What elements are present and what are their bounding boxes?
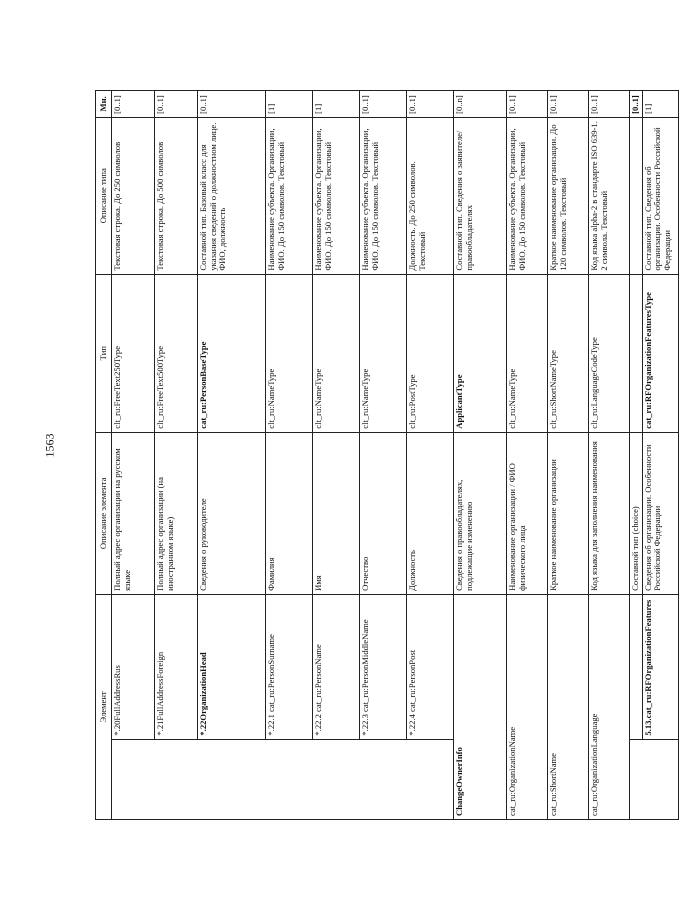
table-row: cat_ru:OrganizationName Наименование организации / ФИО физического лица clt_ru:NameType Наименование субъекта. Организации, ФИО. До 150 символов. Текстовый [0..1] xyxy=(507,91,548,820)
table-row: ChangeOwnerInfo Сведения о правообладателях, подлежащие изменению ApplicantType Составной тип. Сведения о заявителе/правообладателях [0..n] xyxy=(454,91,507,820)
table-header-row xyxy=(96,91,112,820)
header-element: Элемент xyxy=(96,594,112,819)
table-row: *.22.4 cat_ru:PersonPost Должность clt_ru:PostType Должность. До 250 символов. Текстовый [0..1] xyxy=(407,91,454,820)
table-row: *.22.2 cat_ru:PersonName Имя clt_ru:NameType Наименование субъекта. Организации, ФИО. До 150 символов. Текстовый [1] xyxy=(313,91,360,820)
table-row: cat_ru:OrganizationLanguage Код языка для заполнения наименования clt_ru:LanguageCodeType Код языка alpha-2 в стандарте ISO 639-1. 2 символа. Текстовый [0..1] xyxy=(589,91,630,820)
table-row: Составной тип (choice) [0..1] xyxy=(630,91,643,820)
table-row: *.21FullAddressForeign Полный адрес организации (на иностранном языке) clt_ru:FreeText500Type Текстовая строка. До 500 символов [0..1] xyxy=(155,91,198,820)
page-number: 1563 xyxy=(42,433,57,458)
table-row: *.20FullAddressRus Полный адрес организации на русском языке clt_ru:FreeText250Type Текстовая строка. До 250 символов [0..1] xyxy=(112,91,155,820)
table-row: *.22.1 cat_ru:PersonSurname Фамилия clt_ru:NameType Наименование субъекта. Организации, ФИО. До 150 символов. Текстовый [1] xyxy=(266,91,313,820)
elements-table xyxy=(95,90,679,820)
table-row: *.22.3 cat_ru:PersonMiddleName Отчество clt_ru:NameType Наименование субъекта. Организации, ФИО. До 150 символов. Текстовый [0..1] xyxy=(360,91,407,820)
table-row: cat_ru:ShortName Краткое наименование организации clt_ru:ShortNameType Краткое наименование организации. До 120 символов. Текстовый [0..1] xyxy=(548,91,589,820)
table-row: 5.13.cat_ru:RFOrganizationFeatures Сведения об организации. Особенности Российской Федерации cat_ru:RFOrganizationFeaturesType Составной тип. Сведения об организации. Особенности Российской Федерации [1] xyxy=(642,91,678,820)
header-multiplicity: Мн. xyxy=(96,91,112,118)
table-row: *.22OrganizationHead Сведения о руководителе cat_ru:PersonBaseType Составной тип. Базовый класс для указания сведений о должностном лице. ФИО, должность [0..1] xyxy=(198,91,266,820)
header-type: Тип xyxy=(96,274,112,432)
header-type-description: Описание типа xyxy=(96,117,112,274)
header-description: Описание элемента xyxy=(96,432,112,594)
rotated-page xyxy=(95,90,673,820)
